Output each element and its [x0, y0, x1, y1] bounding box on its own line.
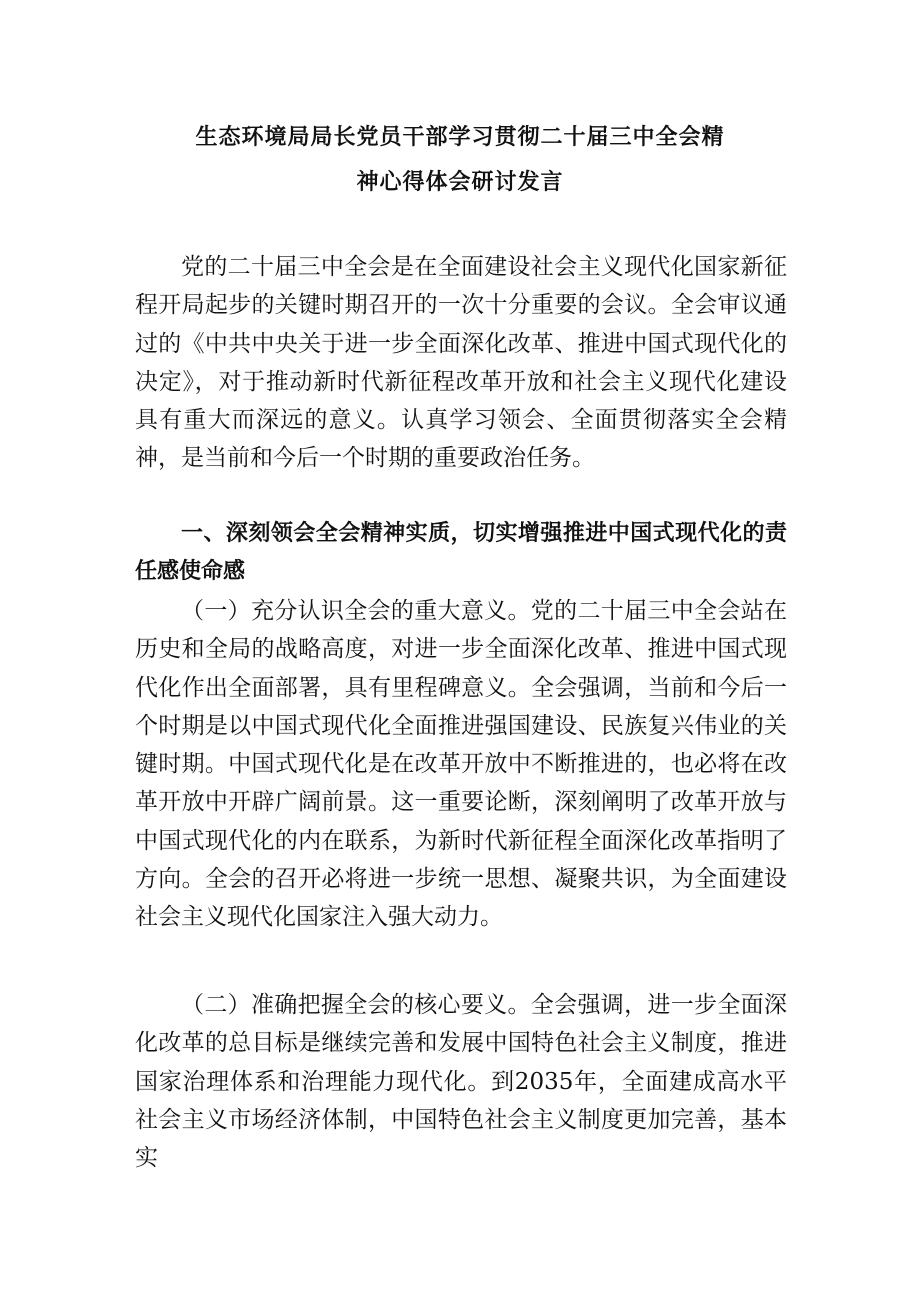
section-one-paragraph-2: （二）准确把握全会的核心要义。全会强调，进一步全面深化改革的总目标是继续完善和发展中国特色社会主义制度，推进国家治理体系和治理能力现代化。到2035年，全面建成高水平社会主义市场经济体制，中国特色社会主义制度更加完善，基本实 [135, 992, 787, 1172]
section-one-paragraph-1: （一）充分认识全会的重大意义。党的二十届三中全会站在历史和全局的战略高度，对进一步全面深化改革、推进中国式现代化作出全面部署，具有里程碑意义。全会强调，当前和今后一个时期是以中国式现代化全面推进强国建设、民族复兴伟业的关键时期。中国式现代化是在改革开放中不断推进的，也必将在改革开放中开辟广阔前景。这一重要论断，深刻阐明了改革开放与中国式现代化的内在联系，为新时代新征程全面深化改革指明了方向。全会的召开必将进一步统一思想、凝聚共识，为全面建设社会主义现代化国家注入强大动力。 [135, 598, 787, 931]
document-title-line-2: 神心得体会研讨发言 [356, 170, 564, 195]
section-one-heading: 一、深刻领会全会精神实质，切实增强推进中国式现代化的责任感使命感 [135, 521, 787, 585]
document-title-line-1: 生态环境局局长党员干部学习贯彻二十届三中全会精 [195, 125, 725, 150]
intro-paragraph: 党的二十届三中全会是在全面建设社会主义现代化国家新征程开局起步的关键时期召开的一次十分重要的会议。全会审议通过的《中共中央关于进一步全面深化改革、推进中国式现代化的决定》，对于推动新时代新征程改革开放和社会主义现代化建设具有重大而深远的意义。认真学习领会、全面贯彻落实全会精神，是当前和今后一个时期的重要政治任务。 [135, 254, 787, 472]
